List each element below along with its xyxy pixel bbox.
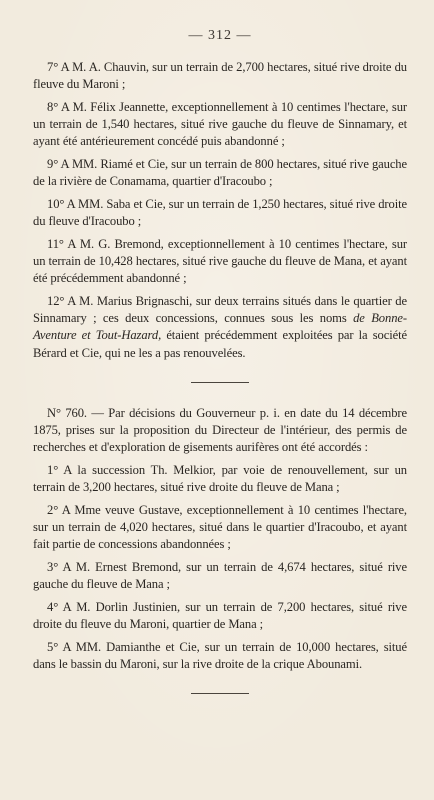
permit-item-5: 5° A MM. Damianthe et Cie, sur un terrain de 10,000 hectares, situé dans le bassin du Maroni, sur la rive droite de la crique Abounami. — [33, 639, 407, 671]
paragraph-item-8: 8° A M. Félix Jeannette, exceptionnellement à 10 centimes l'hectare, sur un terrain de 1,540 hectares, situé rive gauche du fleuve de Sinnamary, et ayant été antérieurement concédé puis abandonné ; — [33, 99, 407, 149]
page-number: — 312 — — [188, 28, 252, 43]
section-concessions-1 — [33, 59, 407, 362]
paragraph-item-12-text-before: 12° A M. Marius Brignaschi, sur deux terrains situés dans le quartier de Sinnamary ; ces deux concessions, connues sous les noms — [33, 293, 407, 326]
paragraph-item-12-italic-names: de Bonne-Aventure et Tout-Hazard, — [33, 311, 407, 343]
paragraph-item-12-text-after: étaient précédemment exploitées par la société Bérard et Cie, qui ne les a pas renouvelées. — [33, 328, 407, 360]
permit-item-4: 4° A M. Dorlin Justinien, sur un terrain de 7,200 hectares, situé rive droite du fleuve du Maroni, quartier de Mana ; — [33, 599, 407, 631]
paragraph-item-12 — [33, 293, 407, 362]
section-decision-760 — [33, 405, 407, 673]
permit-item-1: 1° A la succession Th. Melkior, par voie de renouvellement, sur un terrain de 3,200 hectares, situé rive droite du fleuve de Mana ; — [33, 462, 407, 495]
paragraph-item-9: 9° A MM. Riamé et Cie, sur un terrain de 800 hectares, situé rive gauche de la rivière de Conamama, quartier d'Iracoubo ; — [33, 157, 407, 189]
permit-item-2: 2° A Mme veuve Gustave, exceptionnellement à 10 centimes l'hectare, sur un terrain de 4,020 hectares, situé dans le quartier d'Iracoubo, et ayant fait partie de concessions abandonnées ; — [33, 502, 407, 552]
decision-heading-paragraph: N° 760. — Par décisions du Gouverneur p. i. en date du 14 décembre 1875, prises sur la proposition du Directeur de l'intérieur, des permis de recherches et d'exploration de gisements aurifères ont été accordés : — [33, 405, 407, 455]
paragraph-item-11: 11° A M. G. Bremond, exceptionnellement à 10 centimes l'hectare, sur un terrain de 10,428 hectares, situé rive gauche du fleuve de Mana, et ayant été précédemment abandonné ; — [33, 236, 407, 286]
paragraph-item-7: 7° A M. A. Chauvin, sur un terrain de 2,700 hectares, situé rive droite du fleuve du Maroni ; — [33, 60, 407, 92]
section-divider — [191, 382, 249, 383]
paragraph-item-10: 10° A MM. Saba et Cie, sur un terrain de 1,250 hectares, situé rive droite du fleuve d'Iracoubo ; — [33, 196, 407, 229]
permit-item-3: 3° A M. Ernest Bremond, sur un terrain de 4,674 hectares, situé rive gauche du fleuve de Mana ; — [33, 559, 407, 592]
end-divider — [191, 693, 249, 694]
